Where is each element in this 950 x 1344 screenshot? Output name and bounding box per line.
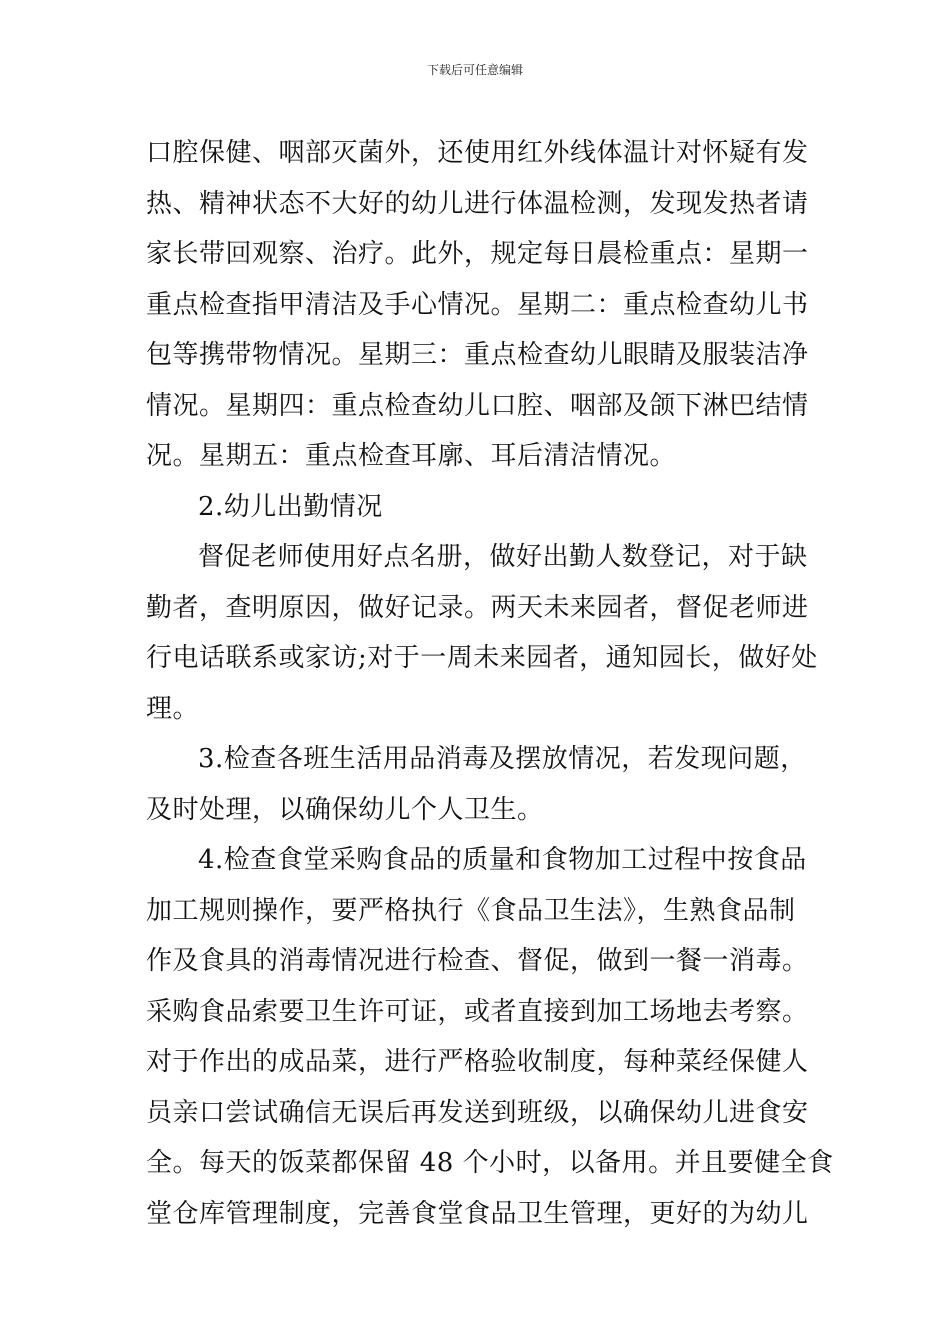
text-line: 3.检查各班生活用品消毒及摆放情况，若发现问题， xyxy=(198,744,807,774)
text-line: 作及食具的消毒情况进行检查、督促，做到一餐一消毒。 xyxy=(146,946,809,976)
text-line: 家长带回观察、治疗。此外，规定每日晨检重点：星期一 xyxy=(146,239,809,269)
text-line: 包等携带物情况。星期三：重点检查幼儿眼睛及服装洁净 xyxy=(146,340,809,370)
text-line: 采购食品索要卫生许可证，或者直接到加工场地去考察。 xyxy=(146,996,809,1027)
text-line: 情况。星期四：重点检查幼儿口腔、咽部及颌下淋巴结情 xyxy=(146,390,809,421)
text-line: 勤者，查明原因，做好记录。两天未来园者，督促老师进 xyxy=(146,592,809,623)
text-line: 况。星期五：重点检查耳廓、耳后清洁情况。 xyxy=(146,441,677,471)
document-body xyxy=(146,128,834,1239)
text-line: 热、精神状态不大好的幼儿进行体温检测，发现发热者请 xyxy=(146,188,809,219)
text-line: 员亲口尝试确信无误后再发送到班级，以确保幼儿进食安 xyxy=(146,1097,809,1128)
text-line: 重点检查指甲清洁及手心情况。星期二：重点检查幼儿书 xyxy=(146,289,809,320)
text-line: 督促老师使用好点名册，做好出勤人数登记，对于缺 xyxy=(198,542,808,572)
text-line: 理。 xyxy=(146,693,200,724)
text-line: 全。每天的饭菜都保留 48 个小时，以备用。并且要健全食 xyxy=(146,1148,834,1178)
text-line: 堂仓库管理制度，完善食堂食品卫生管理，更好的为幼儿 xyxy=(146,1198,809,1229)
text-line: 行电话联系或家访;对于一周未来园者，通知园长，做好处 xyxy=(146,643,818,673)
text-line: 4.检查食堂采购食品的质量和食物加工过程中按食品 xyxy=(198,845,807,875)
text-line: 及时处理，以确保幼儿个人卫生。 xyxy=(146,794,544,825)
section-heading: 2.幼儿出勤情况 xyxy=(198,491,383,522)
text-line: 口腔保健、咽部灭菌外，还使用红外线体温计对怀疑有发 xyxy=(146,138,809,168)
text-line: 加工规则操作，要严格执行《食品卫生法》，生熟食品制 xyxy=(146,895,796,926)
text-line: 对于作出的成品菜，进行严格验收制度，每种菜经保健人 xyxy=(146,1047,809,1077)
page-header: 下载后可任意编辑 xyxy=(426,63,523,77)
